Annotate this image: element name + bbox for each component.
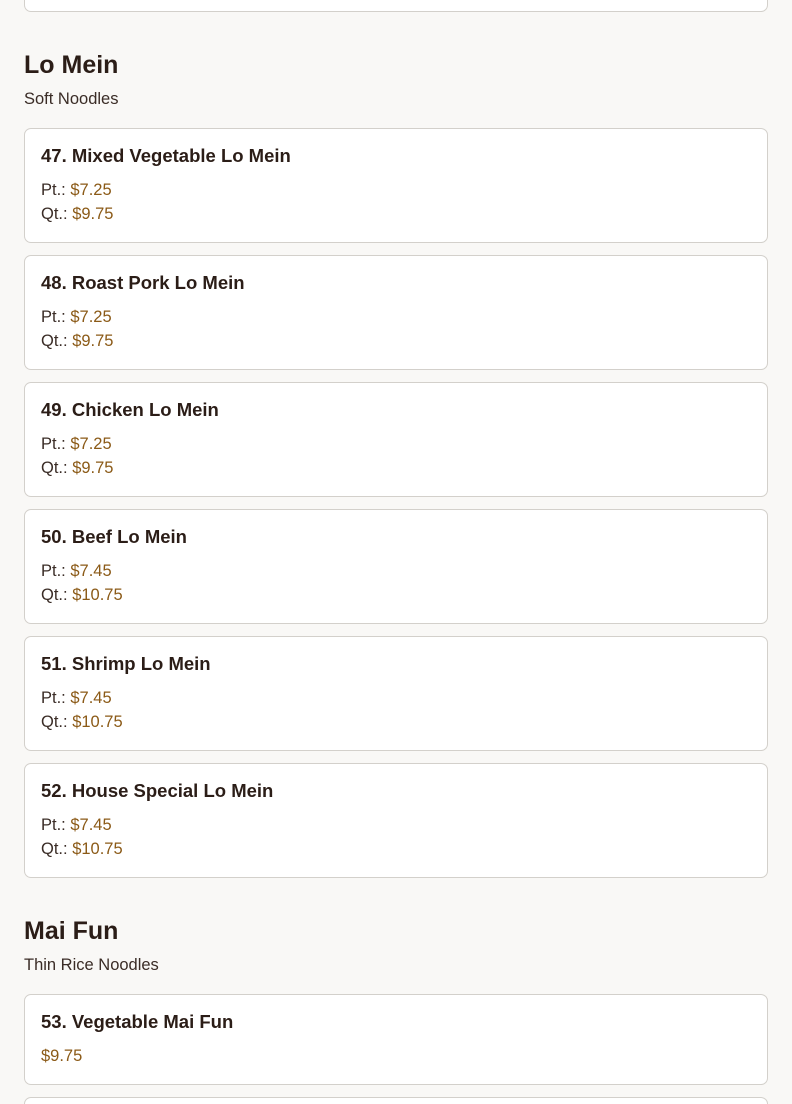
menu-item-name: 49. Chicken Lo Mein: [41, 399, 219, 420]
price-quart: [41, 459, 113, 478]
price-quart-value: $9.75: [72, 205, 114, 223]
price-pint: [41, 308, 112, 327]
price-quart-value: $9.75: [72, 459, 114, 477]
price-pint-value: $7.45: [70, 562, 112, 580]
section-title-lo-mein: Lo Mein: [24, 51, 119, 79]
menu-item-card[interactable]: [24, 636, 768, 751]
price-pint: [41, 435, 112, 454]
price-pint-label: Pt.:: [41, 562, 66, 580]
section-subtitle-lo-mein: Soft Noodles: [24, 90, 119, 108]
price-quart: [41, 840, 123, 859]
price-pint-label: Pt.:: [41, 435, 66, 453]
price-quart-label: Qt.:: [41, 332, 68, 350]
section-subtitle-mai-fun: Thin Rice Noodles: [24, 956, 159, 974]
price-single: [41, 1047, 82, 1066]
price-pint-value: $7.45: [70, 816, 112, 834]
price-quart: [41, 586, 123, 605]
price-quart-value: $9.75: [72, 332, 114, 350]
price-quart-value: $10.75: [72, 713, 123, 731]
menu-item-card-partial-top[interactable]: [24, 0, 768, 12]
price-pint: [41, 689, 112, 708]
section-title-mai-fun: Mai Fun: [24, 917, 119, 945]
menu-item-name: 48. Roast Pork Lo Mein: [41, 272, 245, 293]
price-quart-label: Qt.:: [41, 459, 68, 477]
price-quart-label: Qt.:: [41, 713, 68, 731]
price-pint-value: $7.25: [70, 308, 112, 326]
price-pint: [41, 816, 112, 835]
menu-item-name: 51. Shrimp Lo Mein: [41, 653, 211, 674]
price-quart-label: Qt.:: [41, 205, 68, 223]
price-pint-label: Pt.:: [41, 308, 66, 326]
price-quart: [41, 713, 123, 732]
price-pint-value: $7.25: [70, 181, 112, 199]
menu-item-card[interactable]: [24, 128, 768, 243]
menu-item-card[interactable]: [24, 763, 768, 878]
menu-item-name: 50. Beef Lo Mein: [41, 526, 187, 547]
menu-item-card-partial-bottom[interactable]: [24, 1097, 768, 1104]
price-pint: [41, 181, 112, 200]
price-quart: [41, 332, 113, 351]
price-pint: [41, 562, 112, 581]
price-quart-label: Qt.:: [41, 840, 68, 858]
price-pint-value: $7.45: [70, 689, 112, 707]
menu-item-card[interactable]: [24, 509, 768, 624]
price-pint-label: Pt.:: [41, 181, 66, 199]
menu-item-name: 47. Mixed Vegetable Lo Mein: [41, 145, 291, 166]
price-quart: [41, 205, 113, 224]
price-pint-value: $7.25: [70, 435, 112, 453]
price-quart-value: $10.75: [72, 840, 123, 858]
menu-item-name: 52. House Special Lo Mein: [41, 780, 274, 801]
price-quart-value: $10.75: [72, 586, 123, 604]
menu-item-card[interactable]: [24, 255, 768, 370]
menu-item-card[interactable]: [24, 382, 768, 497]
menu-item-card[interactable]: [24, 994, 768, 1085]
price-pint-label: Pt.:: [41, 816, 66, 834]
menu-item-name: 53. Vegetable Mai Fun: [41, 1011, 234, 1032]
price-quart-label: Qt.:: [41, 586, 68, 604]
price-value: $9.75: [41, 1047, 83, 1065]
price-pint-label: Pt.:: [41, 689, 66, 707]
